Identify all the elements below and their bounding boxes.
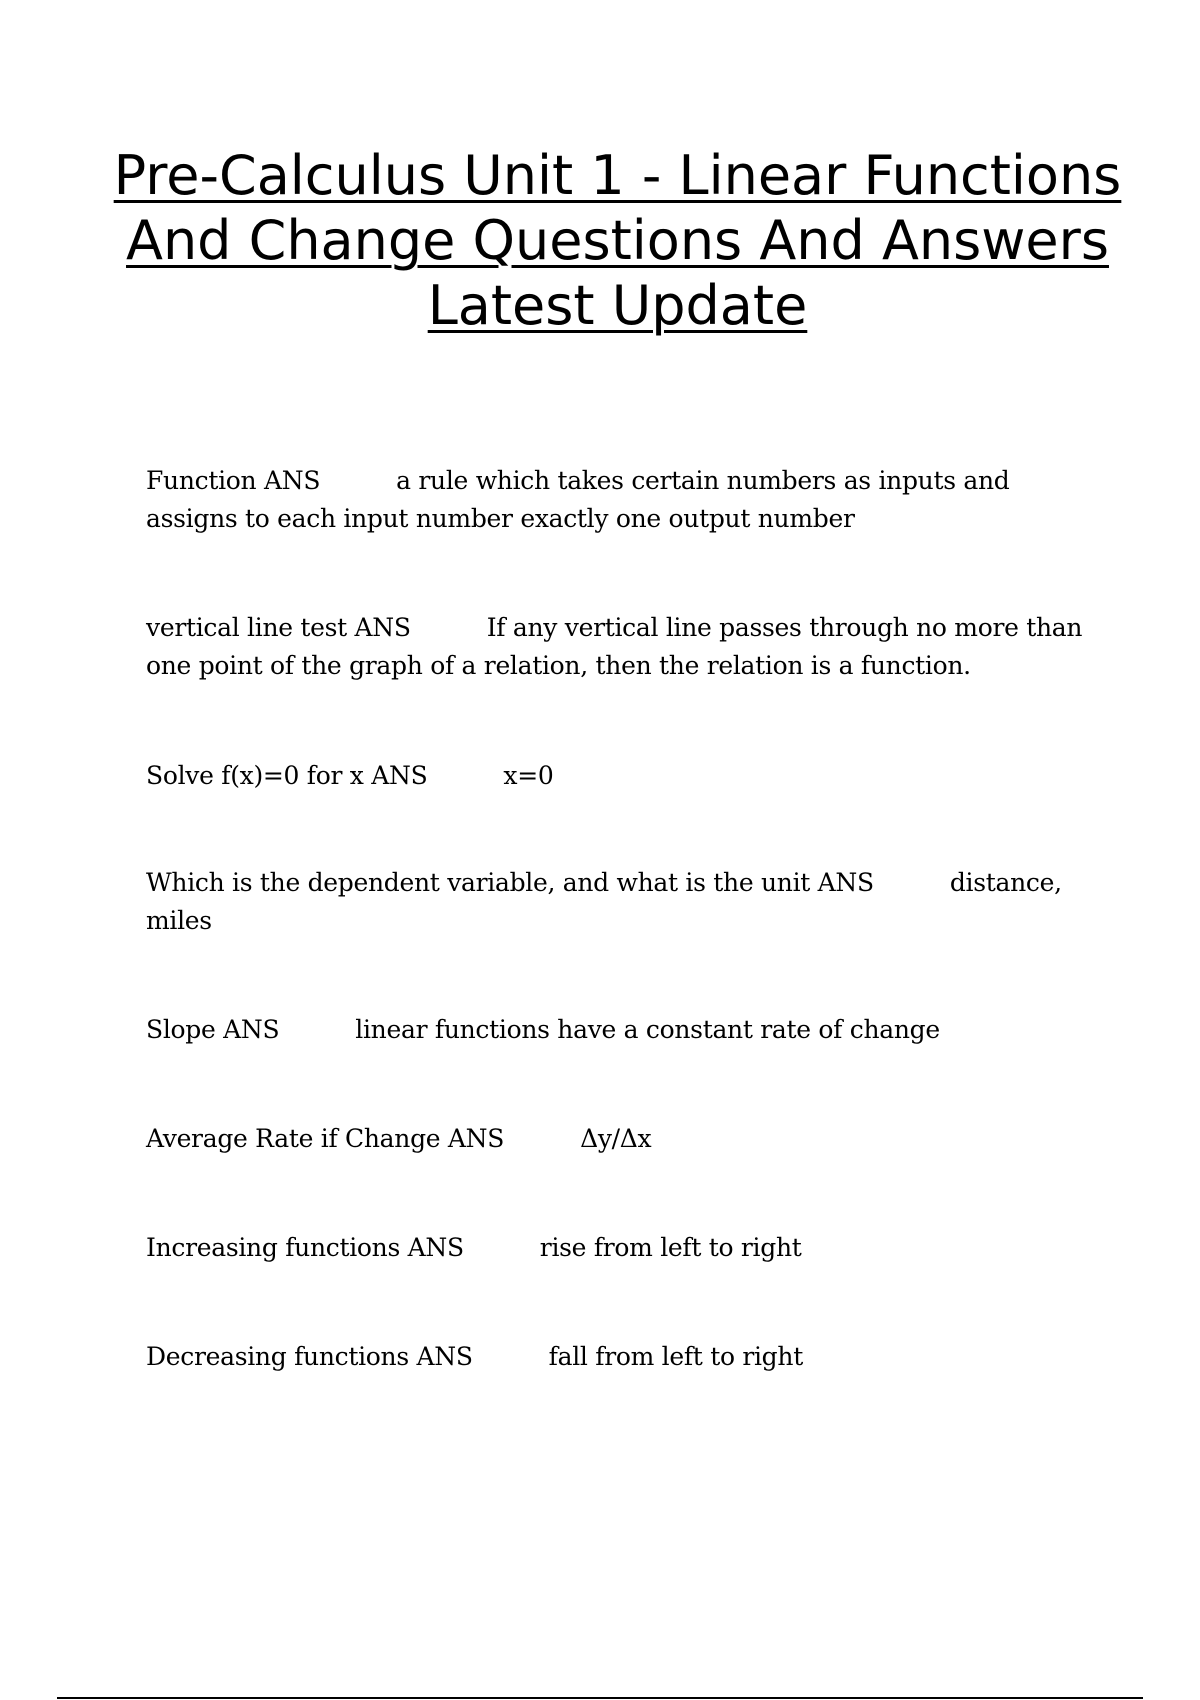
qa-item xyxy=(146,757,553,795)
qa-answer: linear functions have a constant rate of change xyxy=(355,1015,940,1044)
footer-divider xyxy=(57,1697,1143,1699)
qa-item xyxy=(146,1011,940,1049)
qa-item xyxy=(146,609,1096,685)
qa-term: Increasing functions ANS xyxy=(146,1233,464,1262)
qa-answer: distance, miles xyxy=(146,868,1070,935)
qa-item xyxy=(146,1229,802,1267)
qa-term: Decreasing functions ANS xyxy=(146,1342,473,1371)
qa-answer: rise from left to right xyxy=(539,1233,802,1262)
qa-term: Solve f(x)=0 for x ANS xyxy=(146,761,428,790)
page-title: Pre-Calculus Unit 1 - Linear Functions And Change Questions And Answers Latest Update xyxy=(113,144,1122,337)
qa-answer: x=0 xyxy=(503,761,554,790)
qa-term: Average Rate if Change ANS xyxy=(146,1124,505,1153)
qa-answer: a rule which takes certain numbers as inputs and assigns to each input number exactly one output number xyxy=(146,466,1018,533)
qa-answer: fall from left to right xyxy=(548,1342,803,1371)
qa-answer: Δy/Δx xyxy=(580,1124,652,1153)
qa-term: Function ANS xyxy=(146,466,321,495)
qa-term: Which is the dependent variable, and what is the unit ANS xyxy=(146,868,874,897)
qa-item xyxy=(146,1338,803,1376)
qa-answer: If any vertical line passes through no more than one point of the graph of a relation, then the relation is a function. xyxy=(146,613,1090,680)
qa-item xyxy=(146,1120,651,1158)
qa-term: vertical line test ANS xyxy=(146,613,411,642)
qa-item xyxy=(146,462,1096,538)
qa-item xyxy=(146,864,1096,940)
qa-term: Slope ANS xyxy=(146,1015,280,1044)
